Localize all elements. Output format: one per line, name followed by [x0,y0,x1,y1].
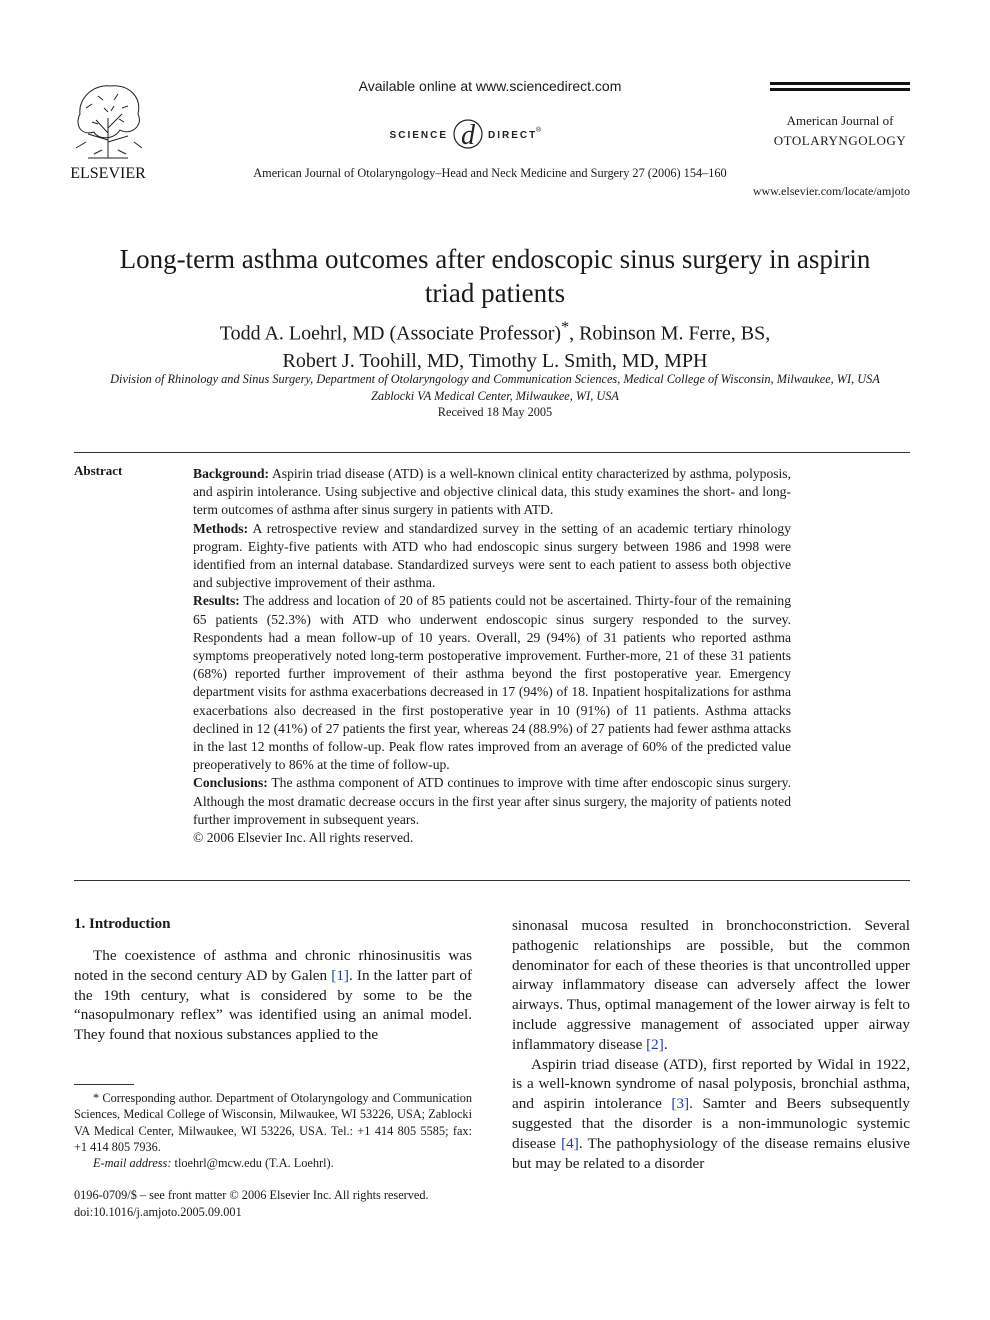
left-column [74,946,472,1045]
authors [95,314,895,375]
footnote-star: * [93,1091,100,1105]
paragraph-text: . [663,1035,668,1053]
methods-head: Methods: [193,520,249,536]
email-address[interactable]: tloehrl@mcw.edu (T.A. Loehrl). [171,1156,334,1171]
sciencedirect-right: DIRECT [488,130,538,141]
abstract-body [193,465,791,847]
elsevier-logo [68,78,168,182]
right-column [512,916,910,1173]
background-text: Aspirin triad disease (ATD) is a well-known clinical entity characterized by asthma, polyposis, and aspirin intolerance. Using subjective and objective clinical data, this study examines the short- and long-term outcomes of asthma after sinus surgery in patients with ATD. [193,466,791,518]
elsevier-tree-icon [68,78,168,182]
abstract-copyright: © 2006 Elsevier Inc. All rights reserved. [193,830,414,846]
corresponding-star[interactable]: * [561,319,570,336]
author-ferre: , Robinson M. Ferre, BS, [569,322,771,345]
sciencedirect-left: SCIENCE [389,130,448,141]
sciencedirect-mark: ® [536,127,542,134]
background-head: Background: [193,466,270,481]
paragraph-text: . The pathophysiology of the disease remains elusive but may be related to a disorder [512,1134,910,1172]
affiliation-1: Division of Rhinology and Sinus Surgery, Department of Otolaryngology and Communication Sciences, Medical College of Wisconsin, Milwaukee, WI, USA [110,372,880,386]
paragraph-text: The coexistence of asthma and chronic rhinosinusitis was noted in the second century AD by Galen [74,947,472,984]
conclusions-text: The asthma component of ATD continues to improve with time after endoscopic sinus surgery. Although the most dramatic decrease occurs in the first year after sinus surgery, the majority of patients noted further improvement in subsequent years. [193,775,791,827]
citation-link[interactable]: [1] [331,966,349,984]
affiliations [60,371,930,404]
paragraph-text: . In the latter part of the 19th century, what is considered by some to be the “nasopulmonary reflex” was identified using an animal model. They found that noxious substances applied to the [74,966,473,1044]
paragraph [74,946,472,1045]
journal-rules [770,82,910,94]
available-online: Available online at www.sciencedirect.com [358,78,622,94]
journal-url[interactable]: www.elsevier.com/locate/amjoto [752,184,910,198]
email-label: E-mail address: [93,1156,172,1171]
footnote-rule [74,1084,134,1085]
conclusions-head: Conclusions: [193,775,268,791]
paragraph-text: . Samter and Beers subsequently suggested that the disorder is a non-immunologic systemic disease [512,1095,910,1152]
issn-line: 0196-0709/$ – see front matter © 2006 Elsevier Inc. All rights reserved. [74,1188,429,1202]
received-date: Received 18 May 2005 [437,405,553,419]
journal-name-line2: OTOLARYNGOLOGY [773,133,907,148]
footnote-text: Corresponding author. Department of Otolaryngology and Communication Sciences, Medical College of Wisconsin, Milwaukee, WI 53226, USA; Zablocki VA Medical Center, Milwaukee, WI 53226, USA. Tel.: +1 414 805 5585; fax: +1 414 805 7936. [74,1091,472,1154]
sciencedirect-logo [330,114,650,154]
paragraph-text: sinonasal mucosa resulted in bronchoconstriction. Several pathogenic relationships are possible, but the common denominator for each of these theories is that uncontrolled upper airway inflammatory disease can adversely affect the lower airways. Thus, optimal management of the lower airway is felt to include aggressive management of associated upper airway inflammatory disease [512,917,910,1053]
publisher-logo-label: ELSEVIER [70,165,146,182]
citation-link[interactable]: [2] [646,1035,664,1053]
results-head: Results: [193,593,240,609]
doi-line[interactable]: doi:10.1016/j.amjoto.2005.09.001 [74,1204,242,1219]
section-heading: 1. Introduction [74,916,171,932]
paragraph [512,916,910,1055]
paragraph-text: Aspirin triad disease (ATD), first reported by Widal in 1922, is a well-known syndrome of nasal polyposis, bronchial asthma, and aspirin intolerance [512,1055,910,1113]
abstract-bottom-rule [74,880,910,881]
journal-name-line1: American Journal of [786,113,894,128]
footnote [74,1090,472,1171]
abstract-label: Abstract [74,463,123,478]
sciencedirect-symbol: d [461,120,475,151]
authors-line2: Robert J. Toohill, MD, Timothy L. Smith, MD, MPH [282,349,708,372]
citation-link[interactable]: [3] [671,1095,690,1113]
author-loehrl: Todd A. Loehrl, MD (Associate Professor) [219,322,562,345]
issn-block [74,1187,494,1220]
affiliation-2: Zablocki VA Medical Center, Milwaukee, WI, USA [371,388,619,403]
journal-citation: American Journal of Otolaryngology–Head and Neck Medicine and Surgery 27 (2006) 154–160 [253,166,727,180]
abstract-top-rule [74,452,910,453]
journal-name [760,111,920,151]
citation-link[interactable]: [4] [561,1134,579,1152]
article-title: Long-term asthma outcomes after endoscopic sinus surgery in aspirin triad patients [119,244,871,308]
results-text: The address and location of 20 of 85 patients could not be ascertained. Thirty-four of the remaining 65 patients (52.3%) with ATD who underwent endoscopic sinus surgery responded to the survey. Respondents had a mean follow-up of 10 years. Overall, 29 (94%) of 31 patients who reported asthma symptoms preoperatively noted long-term postoperative improvement. Further-more, 21 of these 31 patients (68%) reported further improvement of their asthma beyond the first postoperative year. Emergency department visits for asthma exacerbations decreased in 17 (94%) of 18. Inpatient hospitalizations for asthma exacerbations also decreased in the first postoperative year in 10 (91%) of 11 patients. Asthma attacks declined in 12 (41%) of 27 patients the first year, whereas 24 (88.9%) of 27 patients had fewer asthma attacks in the last 12 months of follow-up. Peak flow rates improved from an average of 60% of the predicted value preoperatively to 86% at the time of follow-up. [193,593,791,773]
methods-text: A retrospective review and standardized survey in the setting of an academic tertiary rhinology program. Eighty-five patients with ATD who had endoscopic sinus surgery between 1986 and 1998 were identified from an internal database. Standardized surveys were sent to each patient to assess both objective and subjective improvement of their asthma. [193,520,791,591]
paragraph [512,1055,910,1174]
